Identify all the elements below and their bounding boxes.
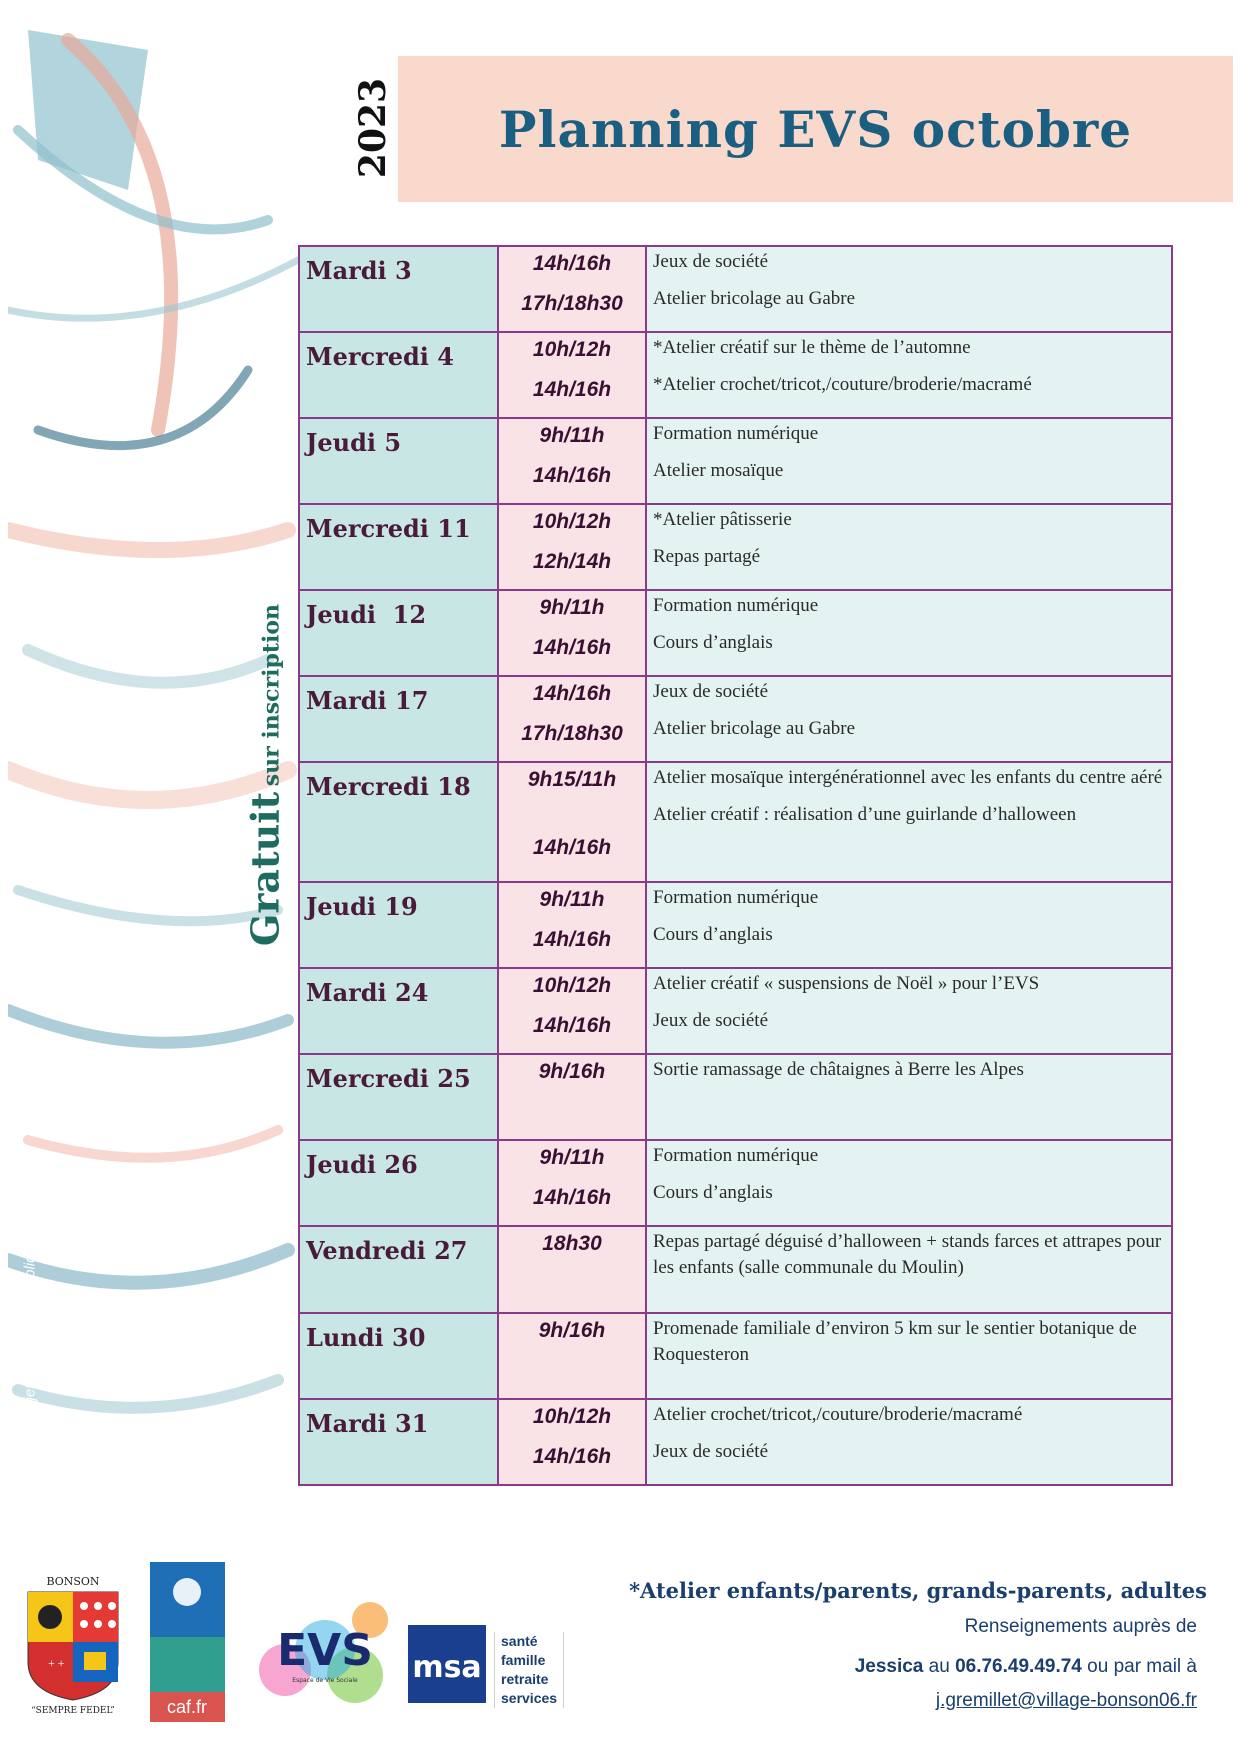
msa-services-labels xyxy=(494,1632,564,1708)
schedule-time-cell xyxy=(498,762,646,882)
schedule-time: 17h/18h30 xyxy=(521,292,623,315)
schedule-time: 14h/16h xyxy=(532,378,612,401)
schedule-row xyxy=(299,504,1172,590)
contact-connector: au xyxy=(923,1656,956,1677)
schedule-activity-cell xyxy=(646,676,1172,762)
schedule-activity: Atelier mosaïque intergénérationnel avec les enfants du centre aéré xyxy=(653,767,1163,788)
schedule-activity-cell xyxy=(646,1399,1172,1485)
schedule-time: 17h/18h30 xyxy=(521,722,623,745)
schedule-day-cell xyxy=(299,882,498,968)
info-label: Renseignements auprès de xyxy=(964,1616,1197,1637)
schedule-time: 14h/16h xyxy=(532,636,612,659)
schedule-day: Mardi 17 xyxy=(306,686,429,715)
evs-logo xyxy=(255,1580,395,1710)
schedule-day-cell xyxy=(299,676,498,762)
schedule-time: 9h/11h xyxy=(539,888,605,911)
schedule-time-cell xyxy=(498,882,646,968)
schedule-time: 14h/16h xyxy=(532,1014,612,1037)
schedule-activity: Atelier créatif « suspensions de Noël » pour l’EVS xyxy=(653,973,1040,994)
schedule-time: 14h/16h xyxy=(532,836,612,859)
schedule-day-cell xyxy=(299,762,498,882)
schedule-activity: Jeux de société xyxy=(653,251,769,272)
schedule-row xyxy=(299,332,1172,418)
free-label: Gratuit xyxy=(242,791,288,947)
schedule-activity-cell xyxy=(646,332,1172,418)
schedule-day-cell xyxy=(299,968,498,1054)
schedule-activity: Formation numérique xyxy=(653,1145,819,1166)
schedule-time: 14h/16h xyxy=(532,928,612,951)
schedule-time: 14h/16h xyxy=(532,1445,612,1468)
schedule-day: Jeudi 19 xyxy=(306,892,418,921)
schedule-time-cell xyxy=(498,1226,646,1313)
schedule-activity-cell xyxy=(646,882,1172,968)
year-label: 2023 xyxy=(352,77,394,179)
schedule-time: 9h/11h xyxy=(539,1146,605,1169)
schedule-day: Mercredi 25 xyxy=(306,1064,471,1093)
schedule-activity: Jeux de société xyxy=(653,1441,769,1462)
schedule-activity: *Atelier créatif sur le thème de l’automne xyxy=(653,337,971,358)
msa-logo xyxy=(408,1625,486,1703)
schedule-activity-cell xyxy=(646,246,1172,332)
bonson-name: BONSON xyxy=(46,1575,100,1588)
schedule-time-cell xyxy=(498,418,646,504)
contact-line xyxy=(855,1656,1197,1678)
schedule-row xyxy=(299,762,1172,882)
caf-label: caf.fr xyxy=(166,1697,208,1717)
schedule-time: 10h/12h xyxy=(532,1405,612,1428)
schedule-activity: Formation numérique xyxy=(653,595,819,616)
schedule-day-cell xyxy=(299,246,498,332)
schedule-activity: *Atelier pâtisserie xyxy=(653,509,792,530)
workshop-audience-note: *Atelier enfants/parents, grands-parents, adultes xyxy=(629,1578,1207,1603)
schedule-row xyxy=(299,1226,1172,1313)
evs-subtitle: Espace de Vie Sociale xyxy=(292,1677,358,1684)
contact-name: Jessica xyxy=(854,1656,924,1677)
evs-label: EVS xyxy=(277,1625,373,1676)
schedule-row xyxy=(299,882,1172,968)
schedule-activity-cell xyxy=(646,1313,1172,1399)
free-registration-label xyxy=(243,604,288,946)
schedule-activity: Atelier bricolage au Gabre xyxy=(653,288,856,309)
schedule-day: Jeudi 5 xyxy=(306,428,402,457)
schedule-time-cell xyxy=(498,676,646,762)
schedule-day: Mercredi 4 xyxy=(306,342,454,371)
registration-label: sur inscription xyxy=(258,603,285,787)
page-title: Planning EVS octobre xyxy=(498,99,1133,159)
schedule-day: Lundi 30 xyxy=(306,1323,426,1352)
schedule-day-cell xyxy=(299,332,498,418)
schedule-time-cell xyxy=(498,590,646,676)
svg-text:+ +: + + xyxy=(48,1656,65,1670)
schedule-time: 14h/16h xyxy=(532,682,612,705)
schedule-day: Mardi 31 xyxy=(306,1409,429,1438)
schedule-activity: Cours d’anglais xyxy=(653,632,773,653)
schedule-activity: Atelier mosaïque xyxy=(653,460,784,481)
bonson-motto: “SEMPRE FEDEL” xyxy=(31,1706,115,1716)
schedule-day-cell xyxy=(299,1140,498,1226)
schedule-activity: Cours d’anglais xyxy=(653,924,773,945)
schedule-activity: *Atelier crochet/tricot,/couture/broderie/macramé xyxy=(653,374,1032,395)
schedule-activity: Atelier crochet/tricot,/couture/broderie/macramé xyxy=(653,1404,1023,1425)
schedule-day-cell xyxy=(299,590,498,676)
schedule-time: 9h/16h xyxy=(538,1060,606,1083)
schedule-activity-cell xyxy=(646,1054,1172,1140)
schedule-time: 10h/12h xyxy=(532,974,612,997)
schedule-activity-cell xyxy=(646,762,1172,882)
schedule-activity-cell xyxy=(646,590,1172,676)
schedule-activity: Promenade familiale d’environ 5 km sur le sentier botanique de Roquesteron xyxy=(653,1318,1137,1365)
schedule-time: 10h/12h xyxy=(532,510,612,533)
schedule-row xyxy=(299,676,1172,762)
schedule-activity: Sortie ramassage de châtaignes à Berre les Alpes xyxy=(653,1059,1024,1080)
schedule-time-cell xyxy=(498,1399,646,1485)
msa-label-line: retraite xyxy=(501,1671,549,1687)
schedule-row xyxy=(299,590,1172,676)
schedule-activity: Repas partagé xyxy=(653,546,761,567)
schedule-day-cell xyxy=(299,1399,498,1485)
msa-label-line: santé xyxy=(501,1633,538,1649)
schedule-time-cell xyxy=(498,1054,646,1140)
schedule-time: 9h/11h xyxy=(539,424,605,447)
bonson-coat-of-arms-logo xyxy=(18,1572,128,1717)
schedule-activity: Repas partagé déguisé d’halloween + stands farces et attrapes pour les enfants (salle communale du Moulin) xyxy=(653,1231,1162,1278)
schedule-activity-cell xyxy=(646,1226,1172,1313)
schedule-day: Jeudi 26 xyxy=(306,1150,418,1179)
disposal-notice: Ne pas jeter sur la voie publique xyxy=(21,1237,39,1453)
schedule-day: Vendredi 27 xyxy=(306,1236,468,1265)
schedule-time: 14h/16h xyxy=(532,464,612,487)
schedule-activity: Formation numérique xyxy=(653,423,819,444)
schedule-activity: Formation numérique xyxy=(653,887,819,908)
schedule-time-cell xyxy=(498,504,646,590)
schedule-time-cell xyxy=(498,332,646,418)
schedule-time: 9h/11h xyxy=(539,596,605,619)
schedule-time: 9h/16h xyxy=(538,1319,606,1342)
schedule-time: 14h/16h xyxy=(532,252,612,275)
schedule-row xyxy=(299,1399,1172,1485)
contact-email-link[interactable]: j.gremillet@village-bonson06.fr xyxy=(935,1690,1197,1711)
schedule-time-cell xyxy=(498,968,646,1054)
schedule-activity: Jeux de société xyxy=(653,1010,769,1031)
schedule-activity-cell xyxy=(646,418,1172,504)
schedule-activity: Jeux de société xyxy=(653,681,769,702)
schedule-time-cell xyxy=(498,1313,646,1399)
schedule-row xyxy=(299,1140,1172,1226)
msa-label: msa xyxy=(412,1650,482,1685)
schedule-time: 14h/16h xyxy=(532,1186,612,1209)
schedule-day-cell xyxy=(299,504,498,590)
schedule-activity: Atelier créatif : réalisation d’une guirlande d’halloween xyxy=(653,804,1077,825)
schedule-day-cell xyxy=(299,418,498,504)
caf-logo xyxy=(150,1562,225,1722)
msa-label-line: famille xyxy=(501,1652,546,1668)
schedule-activity: Cours d’anglais xyxy=(653,1182,773,1203)
schedule-day: Mercredi 18 xyxy=(306,772,471,801)
schedule-activity: Atelier bricolage au Gabre xyxy=(653,718,856,739)
schedule-activity-cell xyxy=(646,968,1172,1054)
schedule-time-cell xyxy=(498,1140,646,1226)
schedule-row xyxy=(299,1313,1172,1399)
contact-mail-connector: ou par mail à xyxy=(1081,1656,1197,1677)
schedule-row xyxy=(299,1054,1172,1140)
schedule-time: 10h/12h xyxy=(532,338,612,361)
schedule-time-cell xyxy=(498,246,646,332)
schedule-row xyxy=(299,418,1172,504)
schedule-time: 12h/14h xyxy=(532,550,612,573)
schedule-day-cell xyxy=(299,1054,498,1140)
schedule-day-cell xyxy=(299,1313,498,1399)
schedule-time: 9h15/11h xyxy=(527,768,617,791)
schedule-row xyxy=(299,968,1172,1054)
schedule-time: 18h30 xyxy=(542,1232,602,1255)
schedule-day: Mardi 24 xyxy=(306,978,429,1007)
schedule-day: Mardi 3 xyxy=(306,256,412,285)
schedule-row xyxy=(299,246,1172,332)
schedule-day: Jeudi 12 xyxy=(306,600,427,629)
schedule-day: Mercredi 11 xyxy=(306,514,471,543)
msa-label-line: services xyxy=(501,1690,558,1706)
schedule-table xyxy=(298,245,1173,1486)
schedule-day-cell xyxy=(299,1226,498,1313)
contact-phone[interactable]: 06.76.49.49.74 xyxy=(955,1656,1082,1677)
schedule-activity-cell xyxy=(646,1140,1172,1226)
schedule-activity-cell xyxy=(646,504,1172,590)
